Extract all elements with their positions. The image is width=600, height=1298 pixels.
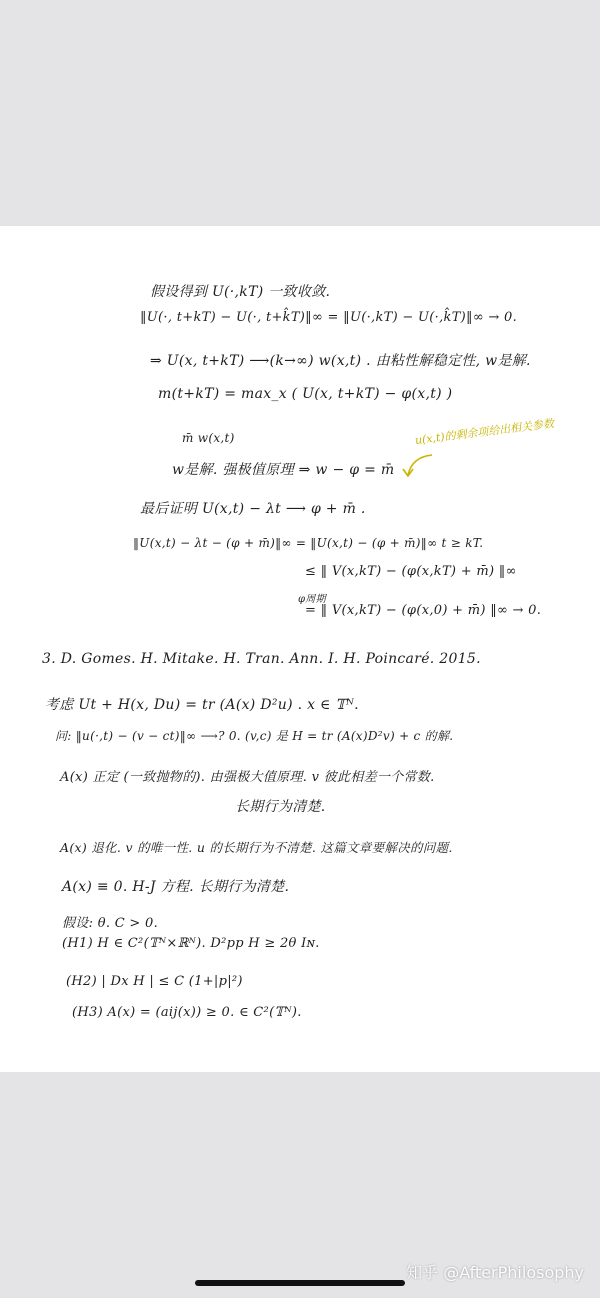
note-line: 问: ‖u(·,t) − (v − ct)‖∞ ⟶? 0. (v,c) 是 H = tr (A(x)D²v) + c 的解. — [55, 729, 454, 743]
note-line: ≤ ‖ V(x,kT) − (φ(x,kT) + m̄) ‖∞ — [305, 564, 517, 579]
note-line: A(x) ≡ 0. H-J 方程. 长期行为清楚. — [62, 879, 290, 895]
handwritten-page — [0, 226, 600, 1072]
note-line: (H3) A(x) = (aij(x)) ≥ 0. ∈ C²(𝕋ᴺ). — [72, 1005, 302, 1020]
note-line: ‖U(·, t+kT) − U(·, t+k̂T)‖∞ = ‖U(·,kT) − U(·,k̂T)‖∞ → 0. — [140, 310, 518, 325]
note-line: ⇒ U(x, t+kT) ⟶(k→∞) w(x,t) . 由粘性解稳定性, w是解. — [150, 353, 531, 369]
note-line: m̄ w(x,t) — [182, 431, 235, 445]
note-line: A(x) 退化. v 的唯一性. u 的长期行为不清楚. 这篇文章要解决的问题. — [60, 840, 453, 855]
note-line: = ‖ V(x,kT) − (φ(x,0) + m̄) ‖∞ → 0. — [305, 603, 542, 618]
note-line: (H2) | Dx H | ≤ C (1+|p|²) — [66, 974, 243, 989]
note-line: A(x) 正定 (一致抛物的). 由强极大值原理. v 彼此相差一个常数. — [60, 770, 435, 785]
note-line: 假设得到 U(·,kT) 一致收敛. — [150, 284, 331, 300]
note-line: 长期行为清楚. — [235, 799, 326, 815]
note-line: 假设: θ. C > 0. — [62, 916, 159, 931]
note-line: (H1) H ∈ C²(𝕋ᴺ×ℝᴺ). D²pp H ≥ 2θ Iɴ. — [62, 936, 320, 951]
note-line: 考虑 Ut + H(x, Du) = tr (A(x) D²u) . x ∈ 𝕋ᴺ. — [45, 697, 359, 713]
note-line: 最后证明 U(x,t) − λt ⟶ φ + m̄ . — [140, 501, 366, 517]
note-line: φ周期 — [298, 594, 326, 605]
note-line: w是解. 强极值原理 ⇒ w − φ = m̄ — [172, 462, 395, 478]
note-line: 3. D. Gomes. H. Mitake. H. Tran. Ann. I. H. Poincaré. 2015. — [42, 651, 481, 667]
watermark: 知乎 @AfterPhilosophy — [406, 1263, 584, 1282]
margin-note: u(x,t)的剩余项给出相关参数 — [414, 417, 555, 447]
highlighter-arrow-icon — [400, 451, 440, 481]
home-indicator[interactable] — [195, 1280, 405, 1286]
note-line: m(t+kT) = max_x ( U(x, t+kT) − φ(x,t) ) — [158, 386, 453, 402]
note-line: ‖U(x,t) − λt − (φ + m̄)‖∞ = ‖U(x,t) − (φ + m̄)‖∞ t ≥ kT. — [133, 536, 484, 550]
